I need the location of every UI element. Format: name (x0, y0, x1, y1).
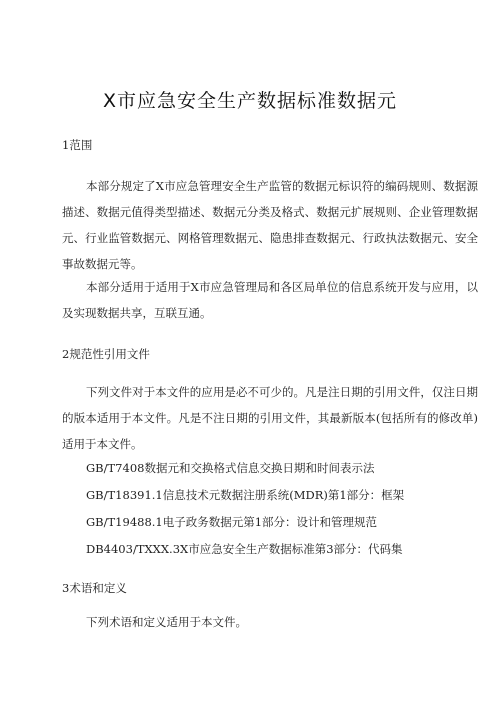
reference-item: GB/T18391.1信息技术元数据注册系统(MDR)第1部分：框架 (86, 488, 405, 502)
section-1-paragraph-1: 本部分规定了X市应急管理安全生产监管的数据元标识符的编码规则、数据源描述、数据元值得类型描述、数据元分类及格式、数据元扩展规则、企业管理数据元、行业监管数据元、网格管理数据元、隐患排查数据元、行政执法数据元、安全事故数据元等。 (62, 179, 478, 271)
section-1-paragraph-2: 本部分适用于适用于X市应急管理局和各区局单位的信息系统开发与应用，以及实现数据共享，互联互通。 (62, 280, 478, 320)
reference-item: GB/T19488.1电子政务数据元第1部分：设计和管理规范 (86, 515, 378, 529)
section-2-heading: 2规范性引用文件 (62, 347, 150, 361)
reference-item: GB/T7408数据元和交换格式信息交换日期和时间表示法 (86, 461, 375, 475)
section-1-heading: 1范围 (62, 138, 93, 152)
reference-item: DB4403/TXXX.3X市应急安全生产数据标准第3部分：代码集 (86, 542, 403, 556)
document-title: X市应急安全生产数据标准数据元 (102, 90, 398, 112)
section-3-paragraph: 下列术语和定义适用于本文件。 (86, 615, 247, 629)
section-2-paragraph: 下列文件对于本文件的应用是必不可少的。凡是注日期的引用文件，仅注日期的版本适用于本文件。凡是不注日期的引用文件，其最新版本(包括所有的修改单)适用于本文件。 (62, 385, 478, 451)
section-3-heading: 3术语和定义 (62, 581, 127, 595)
